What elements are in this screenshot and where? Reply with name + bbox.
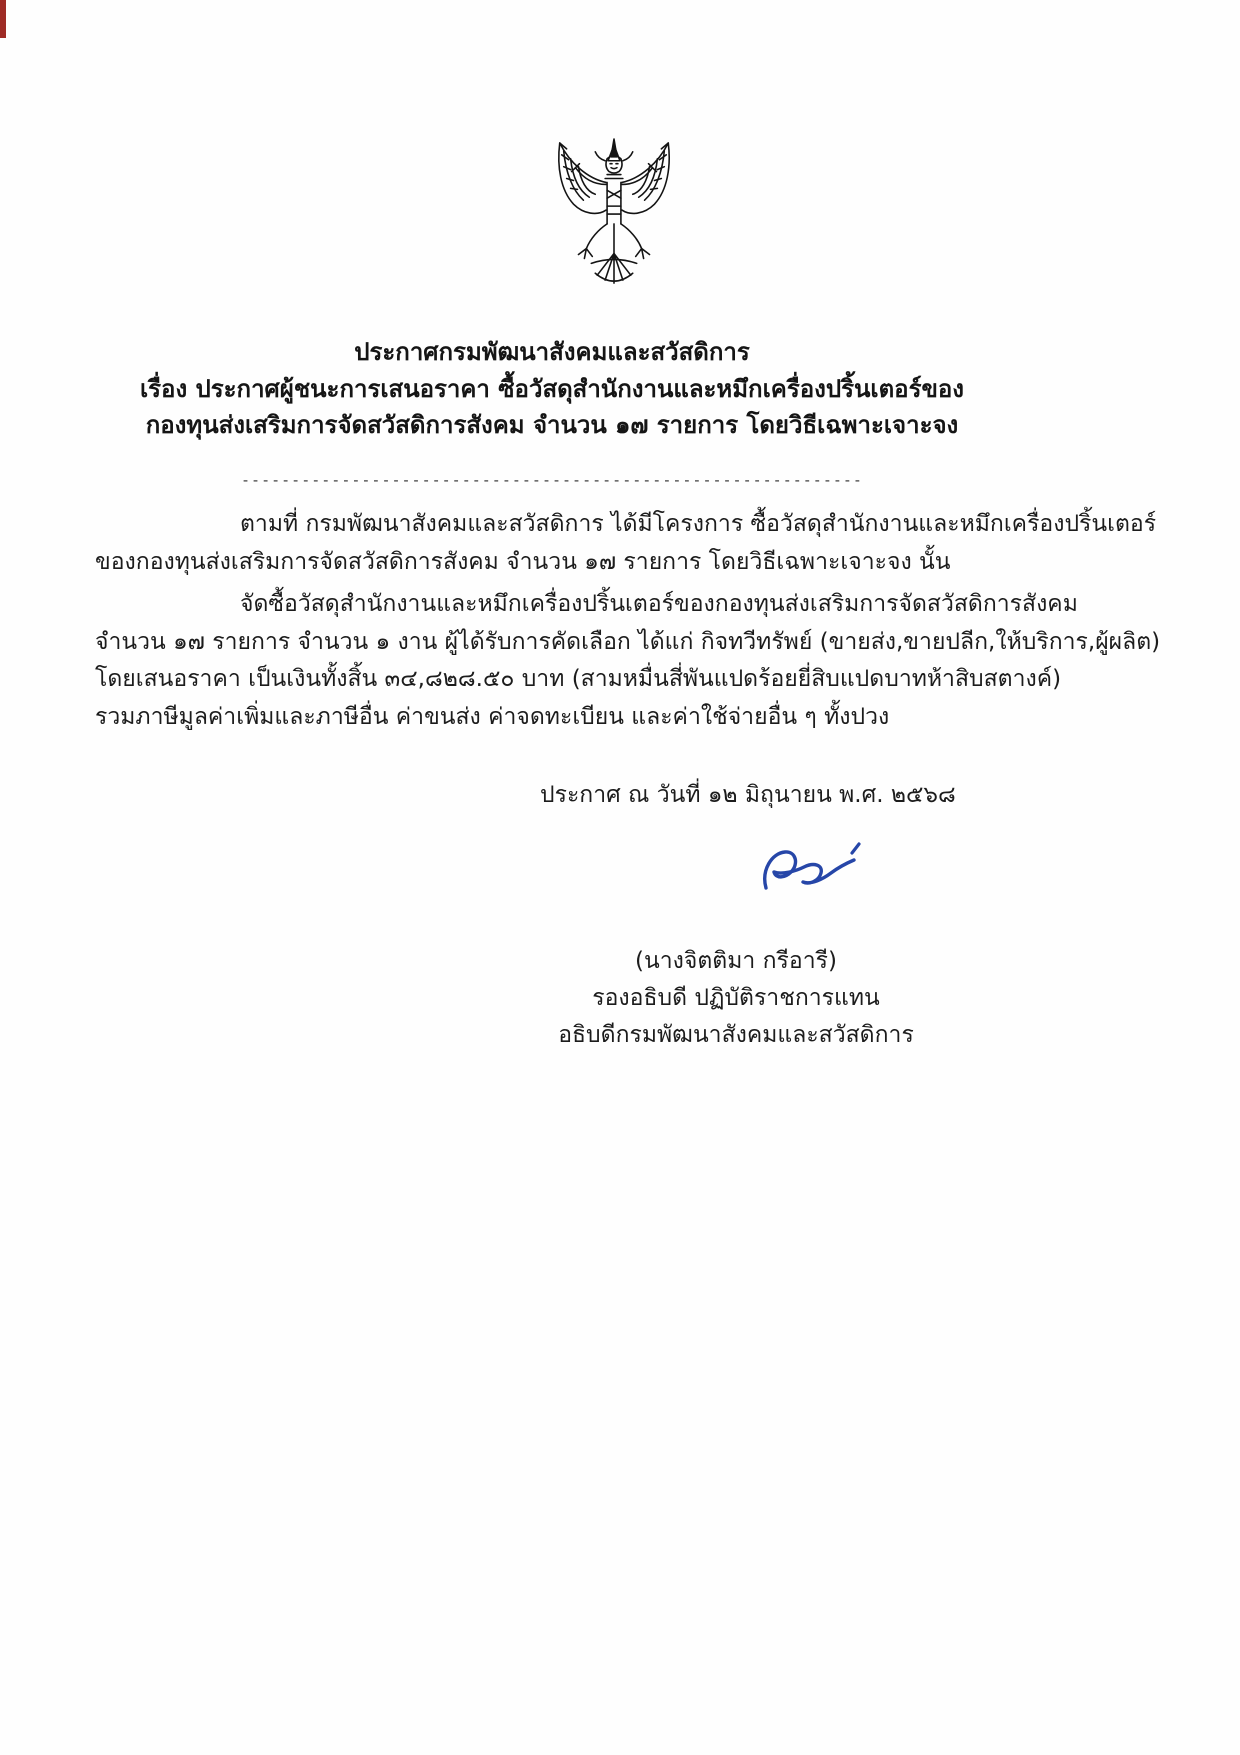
subject-line-2: กองทุนส่งเสริมการจัดสวัสดิการสังคม จำนวน ๑๗ รายการ โดยวิธีเฉพาะเจาะจง <box>145 411 959 439</box>
handwritten-signature <box>752 840 876 906</box>
subject-line-1: เรื่อง ประกาศผู้ชนะการเสนอราคา ซื้อวัสดุสำนักงานและหมึกเครื่องปริ้นเตอร์ของ <box>139 375 965 403</box>
paragraph2-line-3: โดยเสนอราคา เป็นเงินทั้งสิ้น ๓๔,๘๒๘.๕๐ บาท (สามหมื่นสี่พันแปดร้อยยี่สิบแปดบาทห้าสิบสตางค์) <box>95 666 1062 692</box>
divider-dashes: -------------------------------------------------------------- <box>241 471 863 489</box>
announcement-title: ประกาศกรมพัฒนาสังคมและสวัสดิการ <box>354 338 750 366</box>
paragraph1-line-1: ตามที่ กรมพัฒนาสังคมและสวัสดิการ ได้มีโครงการ ซื้อวัสดุสำนักงานและหมึกเครื่องปริ้นเตอร์ <box>240 511 1157 537</box>
paragraph2-line-4: รวมภาษีมูลค่าเพิ่มและภาษีอื่น ค่าขนส่ง ค่าจดทะเบียน และค่าใช้จ่ายอื่น ๆ ทั้งปวง <box>95 704 890 730</box>
scan-artifact-mark <box>0 0 6 38</box>
signer-position-line-2: อธิบดีกรมพัฒนาสังคมและสวัสดิการ <box>558 1022 914 1048</box>
signer-name: (นางจิตติมา กรีอารี) <box>635 948 837 974</box>
signer-position-line-1: รองอธิบดี ปฏิบัติราชการแทน <box>592 985 880 1011</box>
garuda-emblem-icon <box>540 136 688 296</box>
announcement-date: ประกาศ ณ วันที่ ๑๒ มิถุนายน พ.ศ. ๒๕๖๘ <box>540 782 956 808</box>
paragraph2-line-2: จำนวน ๑๗ รายการ จำนวน ๑ งาน ผู้ได้รับการคัดเลือก ได้แก่ กิจทวีทรัพย์ (ขายส่ง,ขายปลีก,ให้บริการ,ผู้ผลิต) <box>95 629 1161 655</box>
paragraph2-line-1: จัดซื้อวัสดุสำนักงานและหมึกเครื่องปริ้นเตอร์ของกองทุนส่งเสริมการจัดสวัสดิการสังคม <box>240 591 1078 617</box>
paragraph1-line-2: ของกองทุนส่งเสริมการจัดสวัสดิการสังคม จำนวน ๑๗ รายการ โดยวิธีเฉพาะเจาะจง นั้น <box>95 549 951 575</box>
